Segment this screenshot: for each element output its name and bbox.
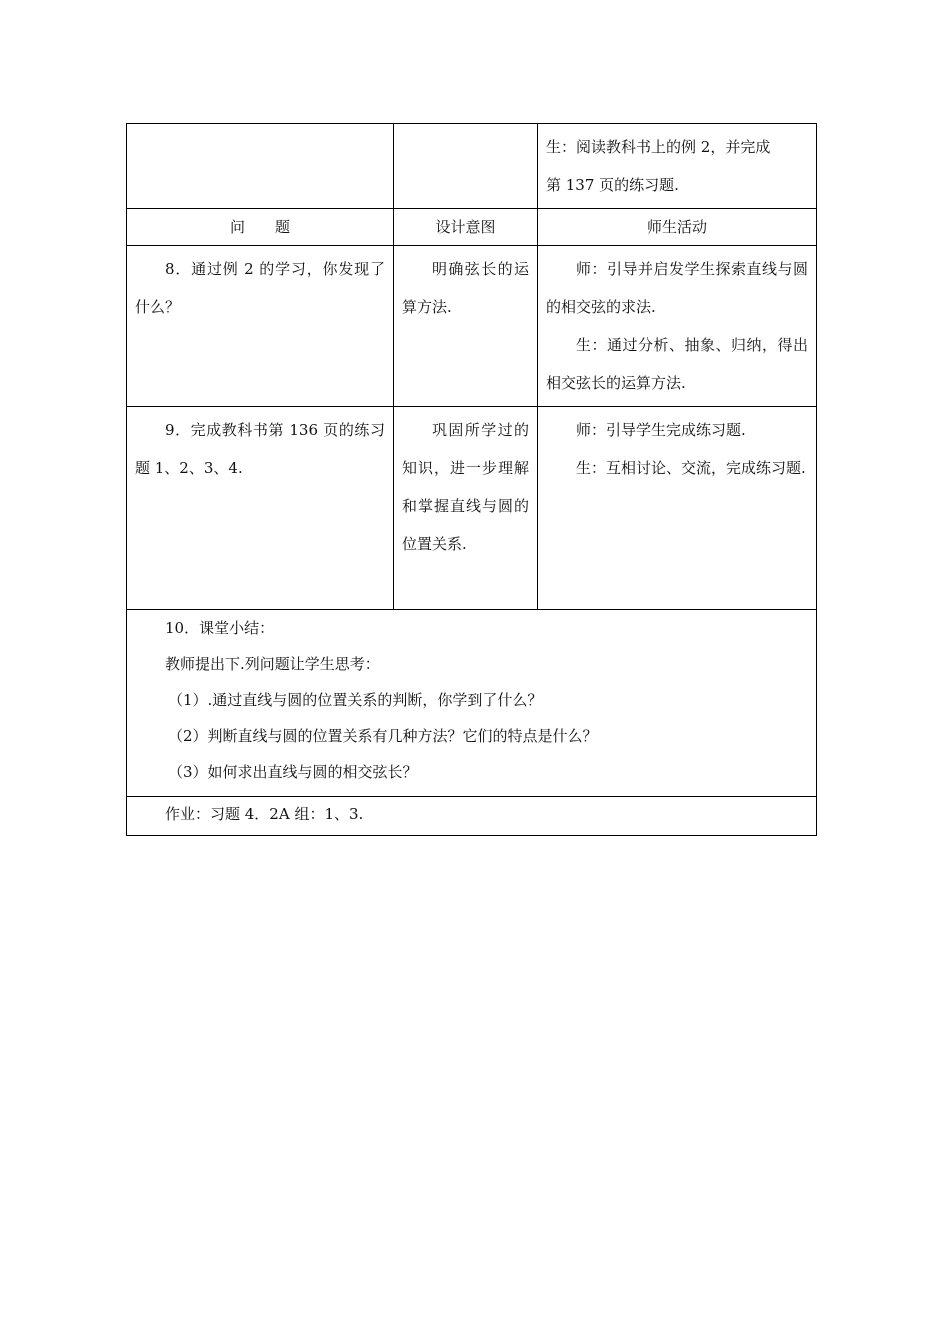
activity-line: 第 137 页的练习题. xyxy=(546,176,679,194)
summary-row xyxy=(127,610,817,797)
teacher-activity: 师：引导并启发学生探索直线与圆的相交弦的求法. xyxy=(546,260,808,316)
student-activity: 生：互相讨论、交流，完成练习题. xyxy=(576,459,806,477)
homework-cell xyxy=(127,797,817,836)
activity-cell xyxy=(538,246,817,407)
summary-item: （2）判断直线与圆的位置关系有几种方法？它们的特点是什么？ xyxy=(168,727,598,745)
intent-text: 明确弦长的运算方法. xyxy=(402,260,529,316)
question-cell-empty xyxy=(127,124,394,209)
question-text: 9．完成教科书第 136 页的练习题 1、2、3、4. xyxy=(135,421,385,477)
intent-cell xyxy=(394,407,538,610)
activity-cell xyxy=(538,407,817,610)
homework-row xyxy=(127,797,817,836)
homework-text: 作业：习题 4．2A 组：1、3. xyxy=(165,805,364,823)
activity-line: 生：阅读教科书上的例 2，并完成 xyxy=(546,138,771,156)
table-row-8 xyxy=(127,246,817,407)
summary-title: 10．课堂小结： xyxy=(165,619,275,637)
table-row-9 xyxy=(127,407,817,610)
header-intent: 设计意图 xyxy=(394,209,538,246)
table-row-continuation xyxy=(127,124,817,209)
intent-text: 巩固所学过的知识，进一步理解和掌握直线与圆的位置关系. xyxy=(402,421,529,553)
table-header-row xyxy=(127,209,817,246)
question-cell xyxy=(127,407,394,610)
summary-item: （1）.通过直线与圆的位置关系的判断，你学到了什么？ xyxy=(168,691,543,709)
intent-cell xyxy=(394,246,538,407)
activity-cell xyxy=(538,124,817,209)
student-activity: 生：通过分析、抽象、归纳，得出相交弦长的运算方法. xyxy=(546,336,808,392)
summary-intro: 教师提出下.列问题让学生思考： xyxy=(165,655,380,673)
lesson-plan-table xyxy=(126,123,817,836)
intent-cell-empty xyxy=(394,124,538,209)
summary-cell xyxy=(127,610,817,797)
header-activity: 师生活动 xyxy=(538,209,817,246)
summary-item: （3）如何求出直线与圆的相交弦长？ xyxy=(168,763,418,781)
teacher-activity: 师：引导学生完成练习题. xyxy=(576,421,746,439)
header-question: 问 题 xyxy=(127,209,394,246)
question-cell xyxy=(127,246,394,407)
question-text: 8．通过例 2 的学习，你发现了什么？ xyxy=(135,260,385,316)
